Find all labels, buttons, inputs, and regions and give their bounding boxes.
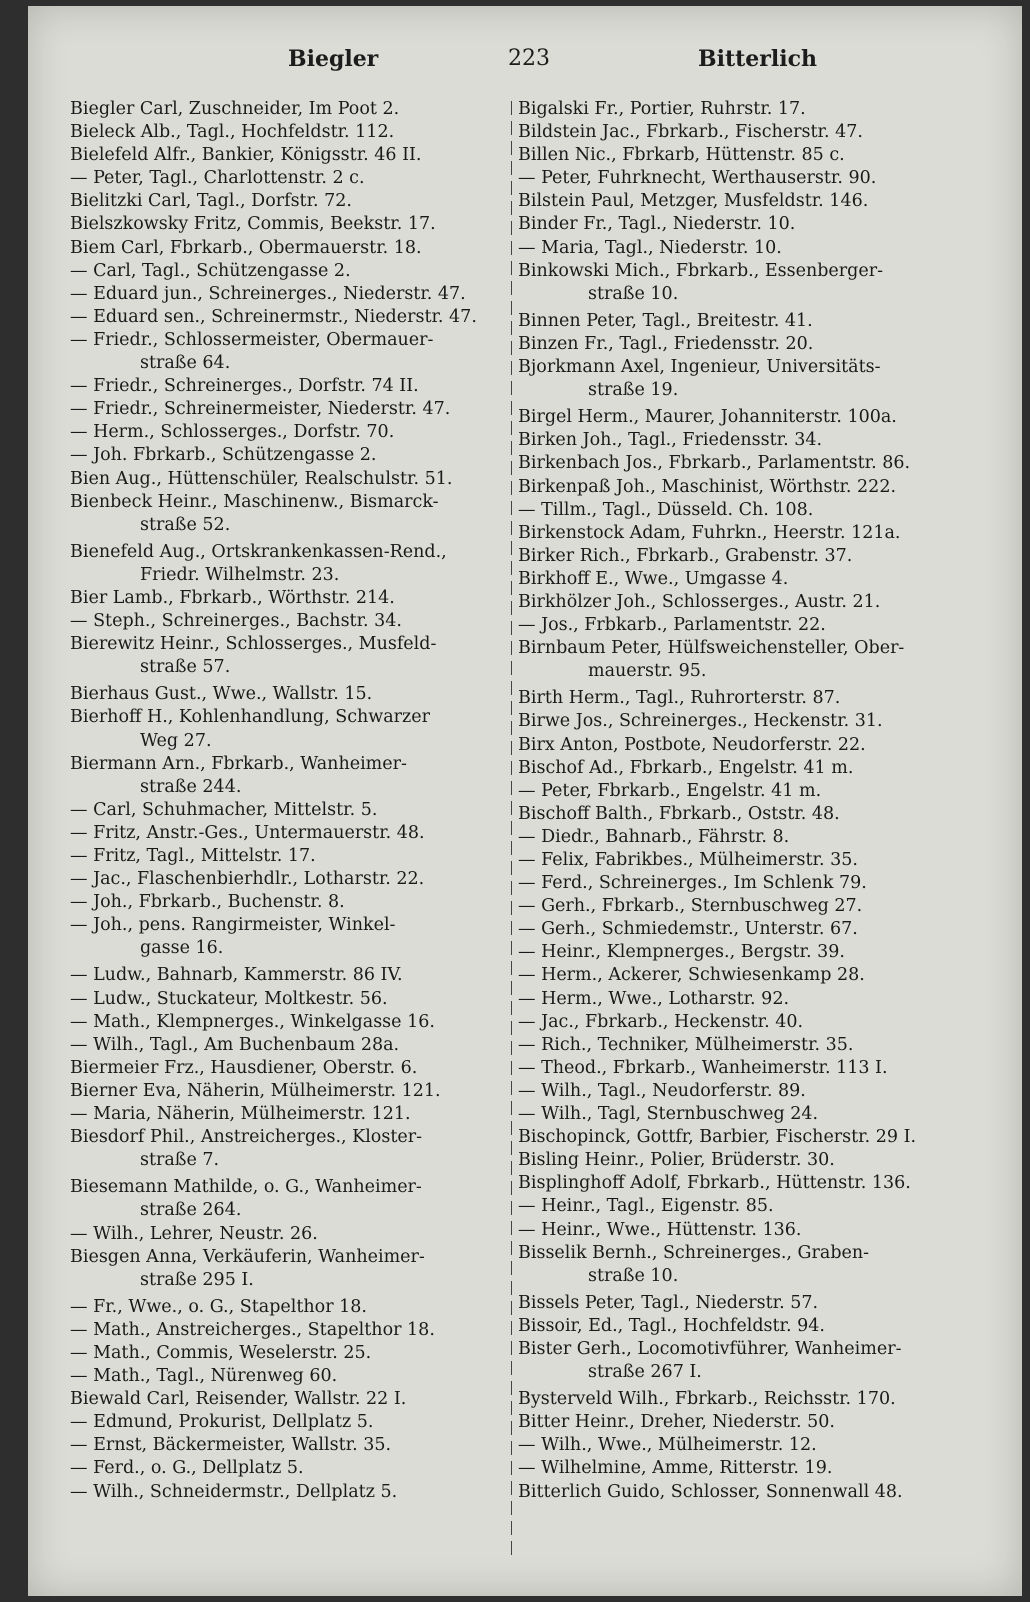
entry-line: Birgel Herm., Maurer, Johanniterstr. 100a. [518, 407, 897, 428]
entry-line: Bissoir, Ed., Tagl., Hochfeldstr. 94. [518, 1315, 825, 1336]
entry-line: Bienefeld Aug., Ortskrankenkassen-Rend., [70, 541, 447, 562]
entry-line: Birkenpaß Joh., Maschinist, Wörthstr. 222. [518, 476, 897, 497]
header-first-name: Biegler [288, 46, 379, 72]
entry-line: Birnbaum Peter, Hülfsweichensteller, Ober- [518, 638, 905, 659]
entry-line: Bielszkowsky Fritz, Commis, Beekstr. 17. [70, 214, 436, 235]
entry-continuation: straße 10. [588, 1265, 679, 1286]
directory-entry [508, 757, 968, 780]
header-last-name: Bitterlich [698, 46, 817, 72]
directory-entry [508, 429, 968, 452]
directory-entry [60, 329, 508, 375]
entry-line: — Gerh., Fbrkarb., Sternbuschweg 27. [518, 896, 863, 917]
directory-entry [60, 1223, 508, 1246]
entry-continuation: straße 57. [140, 657, 231, 678]
directory-entry [508, 144, 968, 167]
entry-line: — Wilh., Schneidermstr., Dellplatz 5. [70, 1481, 398, 1502]
directory-entry [60, 213, 508, 236]
directory-entry [60, 964, 508, 987]
entry-line: Bierhaus Gust., Wwe., Wallstr. 15. [70, 684, 373, 705]
directory-entry [60, 822, 508, 845]
directory-entry [60, 1126, 508, 1172]
entry-line: Bisplinghoff Adolf, Fbrkarb., Hüttenstr. 136. [518, 1173, 911, 1194]
entry-continuation: straße 7. [140, 1150, 220, 1171]
directory-entry [508, 872, 968, 895]
directory-entry [60, 868, 508, 891]
directory-entry [60, 1342, 508, 1365]
entry-continuation: straße 264. [140, 1200, 242, 1221]
directory-entry [60, 587, 508, 610]
directory-entry [508, 1172, 968, 1195]
directory-entry [60, 541, 508, 587]
entry-line: — Wilhelmine, Amme, Ritterstr. 19. [518, 1458, 833, 1479]
directory-entry [60, 1319, 508, 1342]
directory-entry [508, 734, 968, 757]
entry-line: Birx Anton, Postbote, Neudorferstr. 22. [518, 734, 866, 755]
directory-entry [60, 260, 508, 283]
directory-entry [60, 706, 508, 752]
directory-entry [508, 826, 968, 849]
entry-line: Binnen Peter, Tagl., Breitestr. 41. [518, 310, 813, 331]
directory-entry [508, 1011, 968, 1034]
directory-entry [508, 895, 968, 918]
directory-entry [60, 1034, 508, 1057]
entry-line: — Herm., Schlosserges., Dorfstr. 70. [70, 422, 395, 443]
entry-line: — Jac., Fbrkarb., Heckenstr. 40. [518, 1011, 804, 1032]
directory-entry [60, 683, 508, 706]
directory-entry [508, 687, 968, 710]
entry-line: Bielitzki Carl, Tagl., Dorfstr. 72. [70, 191, 352, 212]
directory-entry [60, 283, 508, 306]
directory-entry [60, 398, 508, 421]
directory-entry [508, 545, 968, 568]
entry-line: Bieleck Alb., Tagl., Hochfeldstr. 112. [70, 122, 395, 143]
directory-entry [508, 1481, 968, 1504]
directory-entry [508, 964, 968, 987]
directory-entry [60, 845, 508, 868]
directory-entry [508, 213, 968, 236]
entry-line: Biem Carl, Fbrkarb., Obermauerstr. 18. [70, 237, 422, 258]
entry-line: Biegler Carl, Zuschneider, Im Poot 2. [70, 99, 400, 119]
directory-entry [60, 753, 508, 799]
entry-line: Bildstein Jac., Fbrkarb., Fischerstr. 47. [518, 122, 863, 143]
directory-entry [60, 1457, 508, 1480]
directory-entry [60, 1411, 508, 1434]
directory-entry [60, 491, 508, 537]
entry-line: Biesdorf Phil., Anstreicherges., Kloster- [70, 1127, 422, 1148]
entry-line: Bielefeld Alfr., Bankier, Königsstr. 46 II. [70, 145, 422, 166]
entry-line: Bysterveld Wilh., Fbrkarb., Reichsstr. 170. [518, 1389, 896, 1410]
entry-line: Bitterlich Guido, Schlosser, Sonnenwall 48. [518, 1481, 903, 1502]
entry-line: — Peter, Fbrkarb., Engelstr. 41 m. [518, 780, 822, 801]
directory-entry [60, 799, 508, 822]
entry-line: — Tillm., Tagl., Düsseld. Ch. 108. [518, 499, 814, 520]
entry-line: — Friedr., Schreinermeister, Niederstr. 47. [70, 399, 451, 420]
entry-continuation: Friedr. Wilhelmstr. 23. [140, 564, 340, 585]
entry-continuation: Weg 27. [140, 730, 212, 751]
entry-line: Birker Rich., Fbrkarb., Grabenstr. 37. [518, 545, 853, 566]
directory-entry [60, 1057, 508, 1080]
entry-line: — Theod., Fbrkarb., Wanheimerstr. 113 I. [518, 1057, 888, 1078]
entry-line: — Carl, Schuhmacher, Mittelstr. 5. [70, 799, 378, 820]
entry-line: — Wilh., Tagl, Sternbuschweg 24. [518, 1104, 819, 1125]
entry-line: Birkhoff E., Wwe., Umgasse 4. [518, 568, 789, 589]
entry-line: Bisselik Bernh., Schreinerges., Graben- [518, 1242, 870, 1263]
directory-entry [508, 1388, 968, 1411]
entry-line: Biesemann Mathilde, o. G., Wanheimer- [70, 1177, 422, 1198]
directory-entry [508, 637, 968, 683]
directory-entry [508, 568, 968, 591]
entry-line: Bierner Eva, Näherin, Mülheimerstr. 121. [70, 1080, 441, 1101]
directory-entry [508, 1292, 968, 1315]
directory-entry [60, 1434, 508, 1457]
directory-entry [508, 333, 968, 356]
entry-line: — Math., Commis, Weselerstr. 25. [70, 1342, 372, 1363]
entry-line: — Joh., Fbrkarb., Buchenstr. 8. [70, 892, 345, 913]
entry-line: — Joh. Fbrkarb., Schützengasse 2. [70, 445, 377, 466]
entry-line: Bister Gerh., Locomotivführer, Wanheimer- [518, 1338, 902, 1359]
directory-entry [508, 1034, 968, 1057]
directory-entry [508, 121, 968, 144]
directory-entry [60, 1246, 508, 1292]
directory-entry [508, 591, 968, 614]
entry-line: Birkenbach Jos., Fbrkarb., Parlamentstr. 86. [518, 453, 911, 474]
entry-line: — Fritz, Tagl., Mittelstr. 17. [70, 846, 316, 866]
entry-line: — Math., Anstreicherges., Stapelthor 18. [70, 1319, 435, 1340]
entry-line: — Heinr., Wwe., Hüttenstr. 136. [518, 1219, 802, 1240]
directory-entry [60, 421, 508, 444]
entry-line: — Math., Tagl., Nürenweg 60. [70, 1366, 338, 1387]
directory-entry [508, 1080, 968, 1103]
directory-entry [508, 918, 968, 941]
entry-line: — Jac., Flaschenbierhdlr., Lotharstr. 22. [70, 869, 425, 890]
entry-line: — Ernst, Bäckermeister, Wallstr. 35. [70, 1435, 392, 1456]
directory-entry [508, 452, 968, 475]
entry-line: Birkhölzer Joh., Schlosserges., Austr. 21. [518, 591, 881, 612]
page-number: 223 [508, 46, 550, 71]
entry-line: Bilstein Paul, Metzger, Musfeldstr. 146. [518, 191, 869, 212]
directory-entry [508, 614, 968, 637]
entry-line: Birwe Jos., Schreinerges., Heckenstr. 31. [518, 711, 883, 732]
directory-entry [508, 988, 968, 1011]
entry-line: — Wilh., Tagl., Neudorferstr. 89. [518, 1080, 806, 1101]
directory-entry [508, 260, 968, 306]
page-header [58, 46, 1002, 86]
entry-continuation: straße 19. [588, 380, 679, 401]
directory-entry [508, 356, 968, 402]
entry-line: Bischof Ad., Fbrkarb., Engelstr. 41 m. [518, 757, 854, 778]
entry-line: — Eduard jun., Schreinerges., Niederstr. 47. [70, 283, 466, 304]
entry-line: Bjorkmann Axel, Ingenieur, Universitäts- [518, 357, 881, 378]
entry-line: Bischoff Balth., Fbrkarb., Oststr. 48. [518, 803, 840, 824]
entry-line: — Diedr., Bahnarb., Fährstr. 8. [518, 826, 790, 847]
directory-entry [60, 144, 508, 167]
entry-line: Birken Joh., Tagl., Friedensstr. 34. [518, 430, 823, 451]
entry-line: — Edmund, Prokurist, Dellplatz 5. [70, 1412, 374, 1433]
entry-line: — Ferd., o. G., Dellplatz 5. [70, 1458, 304, 1479]
directory-entry [60, 167, 508, 190]
entry-line: Birkenstock Adam, Fuhrkn., Heerstr. 121a. [518, 522, 901, 543]
directory-entry [60, 121, 508, 144]
entry-line: — Wilh., Wwe., Mülheimerstr. 12. [518, 1435, 817, 1456]
directory-entry [508, 1219, 968, 1242]
directory-entry [508, 190, 968, 213]
entry-line: Billen Nic., Fbrkarb, Hüttenstr. 85 c. [518, 145, 845, 166]
entry-line: Bienbeck Heinr., Maschinenw., Bismarck- [70, 491, 439, 512]
left-column [60, 98, 508, 1504]
entry-line: — Wilh., Lehrer, Neustr. 26. [70, 1223, 318, 1244]
entry-line: — Gerh., Schmiedemstr., Unterstr. 67. [518, 919, 858, 940]
directory-entry [60, 1011, 508, 1034]
entry-line: Biesgen Anna, Verkäuferin, Wanheimer- [70, 1246, 425, 1267]
directory-entry [508, 1149, 968, 1172]
directory-entry [60, 891, 508, 914]
directory-entry [60, 914, 508, 960]
directory-entry [60, 1103, 508, 1126]
entry-line: — Wilh., Tagl., Am Buchenbaum 28a. [70, 1034, 400, 1055]
directory-page [28, 6, 1022, 1596]
entry-continuation: straße 64. [140, 353, 231, 374]
entry-line: — Joh., pens. Rangirmeister, Winkel- [70, 915, 396, 936]
entry-line: Binkowski Mich., Fbrkarb., Essenberger- [518, 260, 883, 281]
directory-entry [508, 1315, 968, 1338]
directory-entry [60, 1481, 508, 1504]
entry-line: — Fr., Wwe., o. G., Stapelthor 18. [70, 1296, 367, 1317]
directory-entry [508, 803, 968, 826]
entry-line: Binder Fr., Tagl., Niederstr. 10. [518, 214, 796, 235]
entry-continuation: straße 267 I. [588, 1362, 702, 1383]
entry-line: Bier Lamb., Fbrkarb., Wörthstr. 214. [70, 587, 395, 608]
entry-continuation: straße 10. [588, 283, 679, 304]
directory-entry [508, 237, 968, 260]
entry-line: — Peter, Tagl., Charlottenstr. 2 c. [70, 168, 365, 189]
directory-entry [60, 1296, 508, 1319]
entry-line: — Math., Klempnerges., Winkelgasse 16. [70, 1011, 435, 1032]
directory-entry [508, 710, 968, 733]
directory-entry [508, 941, 968, 964]
directory-entry [60, 306, 508, 329]
entry-line: Biewald Carl, Reisender, Wallstr. 22 I. [70, 1389, 407, 1410]
entry-line: — Fritz, Anstr.-Ges., Untermauerstr. 48. [70, 822, 425, 843]
entry-continuation: straße 52. [140, 514, 231, 535]
entry-line: Biermann Arn., Fbrkarb., Wanheimer- [70, 753, 407, 774]
entry-line: Bischopinck, Gottfr, Barbier, Fischerstr. 29 I. [518, 1127, 917, 1148]
entry-line: — Jos., Frbkarb., Parlamentstr. 22. [518, 615, 826, 636]
right-column [508, 98, 968, 1504]
entry-line: Bigalski Fr., Portier, Ruhrstr. 17. [518, 99, 806, 119]
directory-entry [60, 988, 508, 1011]
directory-entry [508, 406, 968, 429]
entry-line: — Steph., Schreinerges., Bachstr. 34. [70, 611, 402, 632]
entry-line: — Friedr., Schlossermeister, Obermauer- [70, 329, 434, 350]
entry-line: — Ferd., Schreinerges., Im Schlenk 79. [518, 873, 867, 894]
directory-entry [60, 237, 508, 260]
entry-continuation: mauerstr. 95. [588, 661, 707, 682]
entry-line: — Rich., Techniker, Mülheimerstr. 35. [518, 1034, 854, 1055]
directory-entry [508, 1338, 968, 1384]
entry-continuation: straße 244. [140, 776, 242, 797]
entry-line: — Felix, Fabrikbes., Mülheimerstr. 35. [518, 850, 858, 870]
directory-entry [60, 444, 508, 467]
directory-entry [508, 167, 968, 190]
directory-entry [508, 499, 968, 522]
directory-entry [508, 1434, 968, 1457]
directory-entry [508, 849, 968, 872]
directory-entry [60, 375, 508, 398]
directory-entry [508, 1057, 968, 1080]
entry-line: — Maria, Näherin, Mülheimerstr. 121. [70, 1104, 411, 1125]
directory-entry [60, 633, 508, 679]
directory-entry [508, 1195, 968, 1218]
entry-line: — Maria, Tagl., Niederstr. 10. [518, 237, 782, 258]
entry-line: Birth Herm., Tagl., Ruhrorterstr. 87. [518, 688, 841, 709]
entry-continuation: gasse 16. [140, 938, 224, 959]
entry-line: — Heinr., Tagl., Eigenstr. 85. [518, 1196, 774, 1217]
directory-entry [508, 1103, 968, 1126]
entry-continuation: straße 295 I. [140, 1269, 254, 1290]
directory-entry [508, 98, 968, 121]
directory-entry [508, 522, 968, 545]
directory-entry [508, 780, 968, 803]
entry-line: — Herm., Wwe., Lotharstr. 92. [518, 988, 790, 1009]
directory-entry [508, 1242, 968, 1288]
directory-entry [60, 98, 508, 121]
directory-entry [508, 1126, 968, 1149]
entry-line: — Carl, Tagl., Schützengasse 2. [70, 260, 351, 281]
directory-entry [60, 1176, 508, 1222]
directory-entry [508, 1457, 968, 1480]
directory-entry [60, 190, 508, 213]
entry-line: — Ludw., Bahnarb, Kammerstr. 86 IV. [70, 965, 403, 986]
entry-line: Bisling Heinr., Polier, Brüderstr. 30. [518, 1150, 835, 1171]
entry-line: — Herm., Ackerer, Schwiesenkamp 28. [518, 965, 865, 986]
directory-entry [60, 1388, 508, 1411]
entry-line: — Peter, Fuhrknecht, Werthauserstr. 90. [518, 168, 877, 189]
directory-entry [508, 310, 968, 333]
directory-entry [508, 1411, 968, 1434]
directory-entry [508, 476, 968, 499]
entry-line: — Friedr., Schreinerges., Dorfstr. 74 II. [70, 376, 419, 397]
entry-line: Bierewitz Heinr., Schlosserges., Musfeld- [70, 634, 437, 655]
entry-line: Bierhoff H., Kohlenhandlung, Schwarzer [70, 707, 430, 728]
directory-entry [60, 1080, 508, 1103]
directory-entry [60, 468, 508, 491]
entry-line: Bien Aug., Hüttenschüler, Realschulstr. 51. [70, 468, 453, 489]
entry-line: — Eduard sen., Schreinermstr., Niederstr. 47. [70, 306, 477, 327]
entry-line: Biermeier Frz., Hausdiener, Oberstr. 6. [70, 1057, 418, 1078]
entry-line: Bitter Heinr., Dreher, Niederstr. 50. [518, 1412, 835, 1433]
entry-line: — Heinr., Klempnerges., Bergstr. 39. [518, 942, 845, 963]
directory-entry [60, 1365, 508, 1388]
directory-entry [60, 610, 508, 633]
entry-line: — Ludw., Stuckateur, Moltkestr. 56. [70, 988, 388, 1009]
entry-line: Bissels Peter, Tagl., Niederstr. 57. [518, 1292, 819, 1313]
entry-line: Binzen Fr., Tagl., Friedensstr. 20. [518, 333, 814, 354]
